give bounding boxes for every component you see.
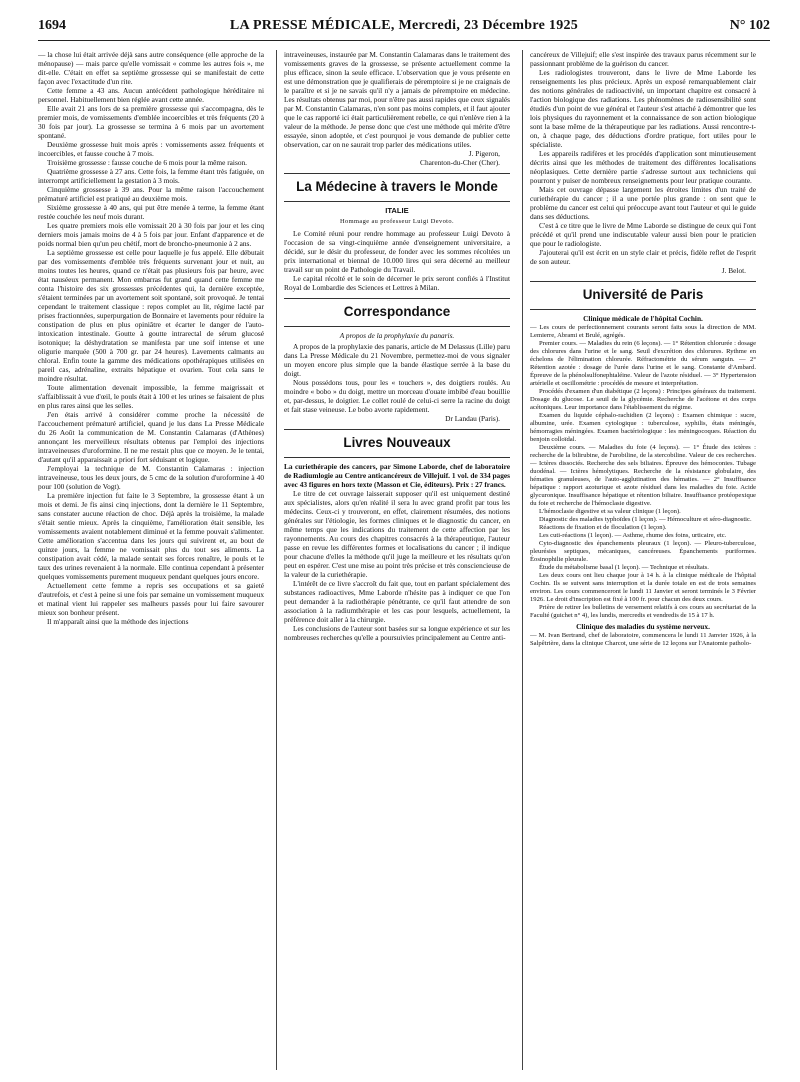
- paragraph: Prière de retirer les bulletins de versement relatifs à ces cours au secrétariat de la Faculté (guichet n° 4), les lundis, mercredis et vendredis de 15 à 17 h.: [530, 604, 756, 619]
- paragraph: Les deux cours ont lieu chaque jour à 14 h. à la clinique médicale de l'hôpital Cochin. Ils se suivent sans interruption et la durée totale en est de trois semaines environ. Les cours commenceront le lundi 11 Janvier et seront terminés le 3 Février 1926. Le droit d'inscription est fixé à 100 fr. pour chacun des deux cours.: [530, 572, 756, 603]
- paragraph: Cyto-diagnostic des épanchements pleuraux (1 leçon). — Pleuro-tuberculose, pleurésies septiques, mécaniques, cancéreuses. Épanchements puriformes. Éosinophilie pleurale.: [530, 540, 756, 563]
- paragraph: L'intérêt de ce livre s'accroît du fait que, tout en parlant spécialement des substances radioactives, Mme Laborde n'hésite pas à indiquer ce que l'on peut demander à la radiothérapie pénétrante, ce qu'il faut attendre de son association à la radiumthérapie et les cas pour lesquels, actuellement, la préférence doit aller à la chirurgie.: [284, 579, 510, 624]
- column-1: [38, 50, 264, 1070]
- paragraph: J'employai la technique de M. Constantin Calamaras : injection intraveineuse, tous les deux jours, de 5 cmc de la solution d'uroformine à 40 pour 100 (solution de Vogt).: [38, 464, 264, 491]
- paragraph: Premier cours. — Maladies du rein (6 leçons). — 1° Rétention chlorurée : dosage des chlorures dans l'urine et le sang. Seuil d'excrétion des chlorures. Rythme en échelons de l'élimination chlorurée. Réfractométrie du sérum sanguin. — 2° Rétention azotée : dosage de l'urée dans l'urine et le sang. Constante d'Ambard. Épreuve de la phénolsulfonephtaléine. Valeur de l'azote résiduel. — 3° Hypertension artérielle et oscillométrie : procédés de mesure et interprétation.: [530, 340, 756, 387]
- paragraph: Les cuti-réactions (1 leçon). — Asthme, rhume des foins, urticaire, etc.: [539, 532, 727, 539]
- paragraph: Cinquième grossesse à 39 ans. Pour la même raison l'accouchement prématuré artificiel est pratiqué au deuxième mois.: [38, 185, 264, 203]
- paragraph: — la chose lui était arrivée déjà sans autre conséquence (elle approche de la ménopause) — mais parce qu'elle vomissait « comme les autres fois », me dit-elle. C'était en effet sa septième grossesse qui se manifestait de cette façon avec l'exactitude d'un rite.: [38, 50, 264, 86]
- section-rule: [284, 326, 510, 327]
- page-header: [38, 18, 770, 38]
- paragraph: Troisième grossesse : fausse couche de 6 mois pour la même raison.: [47, 158, 248, 167]
- section-title-livres: Livres Nouveaux: [343, 435, 451, 450]
- paragraph: Actuellement cette femme a repris ses occupations et sa gaieté d'autrefois, et c'est à peine si une fois par semaine un vomissement muqueux et matinal vient lui rappeler ses malheurs passés pour lui faire savourer mieux son bonheur présent.: [38, 581, 264, 617]
- paragraph: Les conclusions de l'auteur sont basées sur sa longue expérience et sur les nombreuses recherches qu'elle a poursuivies principalement au Centre anti-: [284, 624, 510, 642]
- paragraph: Sixième grossesse à 40 ans, qui put être menée à terme, la femme étant restée couchée les neuf mois durant.: [38, 203, 264, 221]
- paragraph: Il m'apparaît ainsi que la méthode des injections: [47, 617, 189, 626]
- column-3: [530, 50, 756, 1070]
- section-title-universite: Université de Paris: [582, 287, 704, 302]
- section-title-correspondance: Correspondance: [343, 304, 451, 319]
- paragraph: Nous possédons tous, pour les « touchers », des doigtiers roulés. Au moindre « bobo » du doigt, mettre un morceau d'ouate imbibé d'eau bouillie et, par-dessus, le doigtier. Le collet roulé de celui-ci serre la racine du doigt et fait stase veineuse. Le bobo avorte rapidement.: [284, 378, 510, 414]
- article-subheading: Hommage au professeur Luigi Devoto.: [340, 218, 454, 225]
- header-rule: [38, 40, 770, 41]
- paragraph: Procédés d'examen d'un diabétique (2 leçons) : Principes généraux du traitement. Dosage du glucose. Le seuil de la glycémie. Recherche de l'acétone et des corps acétoniques. Leur importance dans l'établissement du régime.: [530, 388, 756, 411]
- author-location: Charenton-du-Cher (Cher).: [420, 158, 500, 167]
- paragraph: Les radiologistes trouveront, dans le livre de Mme Laborde les renseignements les plus précieux. Après un exposé remarquablement clair des notions générales de radioactivité, un important chapitre est consacré à l'action biologique des radiations. Les phénomènes de radiosensibilité sont étudiés d'un point de vue général et l'auteur s'est attaché à démontrer que les lois physiques du rayonnement et la connaissance de son action biologique sont la base même de la thérapeutique par les radiations. Aussi rencontre-t-on, à chaque page, des déductions d'ordre pratique, fort utiles pour le spécialiste.: [530, 68, 756, 149]
- section-rule: [284, 429, 510, 430]
- section-rule: [530, 281, 756, 282]
- clinic-heading: Clinique des maladies du système nerveux.: [576, 622, 710, 631]
- paragraph: J'ajouterai qu'il est écrit en un style clair et précis, fidèle reflet de l'esprit de son auteur.: [530, 248, 756, 266]
- paragraph: Diagnostic des maladies typhoïdes (1 leçon). — Hémoculture et séro-diagnostic.: [539, 516, 752, 523]
- paragraph: Deuxième grossesse huit mois après : vomissements assez fréquents et incoercibles, et fausse couche à 7 mois.: [38, 140, 264, 158]
- paragraph: La première injection fut faite le 3 Septembre, la grossesse étant à un mois et demi. Je fis ainsi cinq injections, dont la dernière le 11 Septembre, sans constater aucune réaction de choc. Déjà après la troisième, la malade s'était sentie mieux. Après la cinquième, l'amélioration était sensible, les vomissements avaient notablement diminué et la femme pouvait s'alimenter. Cette amélioration s'accentua dans les jours qui suivirent et, au bout de quinze jours, la femme ne vomissait plus du tout ses aliments. La constipation avait cédé, la malade sentait ses forces renaître, le pouls et le taux des urines revenaient à la normale. Elle continua cependant à présenter quelques vomissements purement muqueux pendant quelques jours encore.: [38, 491, 264, 581]
- paragraph: Examen du liquide céphalo-rachidien (2 leçons) : Examen chimique : sucre, albumine, urée. Examen cytologique : tuberculose, syphilis, états méningés, hémorragies méningées. Examen bactériologique : les méningocoques. Réaction du benjoin colloïdal.: [530, 412, 756, 443]
- paragraph: — Les cours de perfectionnement courants seront faits sous la direction de MM. Lemierre, Abrami et Brulé, agrégés.: [530, 324, 756, 339]
- paragraph: Le Comité réuni pour rendre hommage au professeur Luigi Devoto à l'occasion de sa vingt-cinquième année d'enseignement universitaire, a décidé, sur le désir du professeur, de fonder avec les sommes récoltées un prix international et biennal de 10.000 lires qui sera décerné au meilleur travail sur un point de Pathologie du Travail.: [284, 229, 510, 274]
- paragraph: Toute alimentation devenait impossible, la femme maigrissait et s'affaiblissait à vue d'œil, le pouls était à 100 et les urines se faisaient de plus en plus rares ainsi que les selles.: [38, 383, 264, 410]
- paragraph: Mais cet ouvrage dépasse largement les étroites limites d'un traité de curiethérapie du cancer ; il a une portée plus grande : on sent que le problème du cancer est celui qui préoccupe avant tout l'auteur et qui le guide dans ses déductions.: [530, 185, 756, 221]
- paragraph: cancéreux de Villejuif; elle s'est inspirée des travaux parus récemment sur le passionnant problème de la guérison du cancer.: [530, 50, 756, 68]
- journal-title: LA PRESSE MÉDICALE, Mercredi, 23 Décembre 1925: [229, 18, 579, 33]
- page-number: 1694: [38, 18, 66, 33]
- paragraph: Réactions de fixation et de floculation (1 leçon).: [539, 524, 667, 531]
- column-divider: [276, 50, 277, 1070]
- section-rule: [530, 309, 756, 310]
- paragraph: A propos de la prophylaxie des panaris, article de M Delassus (Lille) paru dans La Presse Médicale du 21 Novembre, permettez-moi de vous signaler un moyen encore plus simple que la bande élastique serrée à la base du doigt.: [284, 342, 510, 378]
- section-rule: [284, 201, 510, 202]
- paragraph: La septième grossesse est celle pour laquelle je fus appelé. Elle débutait par des vomissements d'emblée très fréquents survenant jour et nuit, au moins toutes les heures, quand ce n'était pas plusieurs fois par heure, avec état nauséeux permanent. Mon embarras fut grand quand cette femme me conta l'histoire des six grossesses précédentes qui, la dernière exceptée, s'étaient terminées par un avortement soit spontané, soit provoqué. Je tentai cependant le traitement classique : repos complet au lit, régime lacté par prises fractionnées, superpurgation de Bonnaire et lavements pour réduire la constipation de plus en plus opiniâtre et écarter le danger de l'auto-intoxication intestinale. Goutte à goutte intrarectal de sérum glucosé isotonique; la déshydratation se manifesta par une soif intense et une oligurie marquée (500 à 700 gr. par 24 heures). Lavements calmants au chloral. Enfin toute la gamme des médications opothérapiques utilisées en pareil cas, adrénaline, extraits hépatique et ovarien. Tout cela sans le moindre résultat.: [38, 248, 264, 383]
- article-subheading: A propos de la prophylaxie du panaris.: [339, 331, 455, 340]
- paragraph: J'en étais arrivé à considérer comme proche la nécessité de l'accouchement prématuré artificiel, quand je lus dans La Presse Médicale du 26 Août la communication de M. Constantin Calamaras (d'Athènes) annonçant les merveilleux résultats obtenus par l'emploi des injections intraveineuses d'uroformine. Il ne me restait plus que ce moyen. Je le tentai, d'autant qu'il apparaissait a priori fort séduisant et logique.: [38, 410, 264, 464]
- paragraph: Deuxième cours. — Maladies du foie (4 leçons). — 1° Étude des ictères : recherche de la bilirubine, de l'urobiline, de la stercobiline. Valeur de ces recherches. — Ictères dissociés. Recherche des sels biliaires. Épreuve des hémoconies. Tubage duodénal. — Ictères hémolytiques. Recherche de la résistance globulaire, des hématies granuleuses, de l'auto-agglutination des hématies. — 2° Insuffisance hépatique : rapport azoturique et azote résiduel dans les maladies du foie. Acide glycuronique. Insuffisance hépatique et rétention biliaire. Insuffisance protéopexique du foie et recherche de l'hémoclasie digestive.: [530, 444, 756, 507]
- paragraph: Les quatre premiers mois elle vomissait 20 à 30 fois par jour et les cinq derniers mois jamais moins de 4 à 5 fois par jour. Enfant d'apparence et de poids normal bien qu'un peu chétif, mort de broncho-pneumonie à 2 ans.: [38, 221, 264, 248]
- paragraph: Le capital récolté et le soin de décerner le prix seront confiés à l'Institut Royal de Lombardie des Sciences et Lettres à Milan.: [284, 274, 510, 292]
- book-reference: La curiethérapie des cancers, par Simone Laborde, chef de laboratoire de Radiumlogie au Centre anticancéreux de Villejuif. 1 vol. de 334 pages avec 43 figures en hors texte (Masson et Cie, éditeurs). Prix : 27 francs.: [284, 462, 510, 489]
- paragraph: Les appareils radifères et les procédés d'application sont minutieusement décrits ainsi que les méthodes de traitement des différentes localisations néoplasiques. Cette dernière partie s'adresse surtout aux techniciens qui pourront y puiser de nombreux renseignements pour leur pratique courante.: [530, 149, 756, 185]
- author-signature: J. Pigeron,: [468, 149, 500, 158]
- section-title-medecine: La Médecine à travers le Monde: [296, 179, 498, 194]
- paragraph: Quatrième grossesse à 27 ans. Cette fois, la femme étant très fatiguée, on interrompt artificiellement la gestation à 3 mois.: [38, 167, 264, 185]
- paragraph: intraveineuses, instaurée par M. Constantin Calamaras dans le traitement des vomissements graves de la grossesse, se présente actuellement comme la plus efficace, sinon la seule efficace. L'observation que je vous présente en est une démonstration que je qualifierais de péremptoire si je ne craignais de le paraître et si je ne savais qu'il n'y a jamais de péremptoire en médecine. Les résultats obtenus par moi, pour n'être pas aussi rapides que ceux signalés par M. Constantin Calamaras, n'en sont pas moins complets, et il faut ajouter que le cas rapporté ici était particulièrement rebelle, ce qui n'enlève rien à la valeur de la méthode. Je pense donc que c'est une méthode qui mérite d'être essayée, sinon adoptée, et c'est pourquoi je vous demande de publier cette observation, car on ne saurait trop parler des médications utiles.: [284, 50, 510, 149]
- section-rule: [284, 298, 510, 299]
- author-signature: Dr Landau (Paris).: [445, 414, 500, 423]
- issue-number: N° 102: [729, 18, 770, 33]
- country-heading: ITALIE: [385, 206, 409, 215]
- paragraph: L'hémoclasie digestive et sa valeur clinique (1 leçon).: [539, 508, 681, 515]
- paragraph: Étude du métabolisme basal (1 leçon). — Technique et résultats.: [539, 564, 709, 571]
- paragraph: — M. Ivan Bertrand, chef de laboratoire, commencera le lundi 11 Janvier 1926, à la Salpêtrière, dans la clinique Charcot, une série de 12 leçons sur l'Anatomie patholo-: [530, 632, 756, 647]
- author-signature: J. Belot.: [721, 266, 746, 275]
- paragraph: Elle avait 21 ans lors de sa première grossesse qui s'accompagna, dès le premier mois, de vomissements d'emblée incoercibles et très fréquents (20 à 30 fois par jour). La grossesse se termina à 6 mois par un avortement spontané.: [38, 104, 264, 140]
- paragraph: Le titre de cet ouvrage laisserait supposer qu'il est uniquement destiné aux spécialistes, alors qu'en réalité il sera lu avec grand profit par tous les médecins. Ceux-ci y trouveront, en effet, clairement résumées, des notions générales sur l'étiologie, les formes cliniques et le diagnostic du cancer, en même temps que les indications du traitement de cette affection par les rayonnements. Au cours des chapitres consacrés à la thérapeutique, l'auteur passe en revue les différentes formes et localisations du cancer ; il indique pour chacune d'elles la méthode qu'il juge la meilleure et les résultats qu'on peut en espérer. C'est une mise au point très précise et très consciencieuse de la valeur de la curiethérapie.: [284, 489, 510, 579]
- clinic-heading: Clinique médicale de l'hôpital Cochin.: [583, 314, 703, 323]
- section-rule: [284, 173, 510, 174]
- section-rule: [284, 457, 510, 458]
- column-2: [284, 50, 510, 1070]
- paragraph: Cette femme a 43 ans. Aucun antécédent pathologique héréditaire ni personnel. Habituellement bien réglée avant cette année.: [38, 86, 264, 104]
- paragraph: C'est à ce titre que le livre de Mme Laborde se distingue de ceux qui l'ont précédé et qu'il prend une indiscutable valeur aussi bien pour le praticien que pour le radiologiste.: [530, 221, 756, 248]
- column-divider: [522, 50, 523, 1070]
